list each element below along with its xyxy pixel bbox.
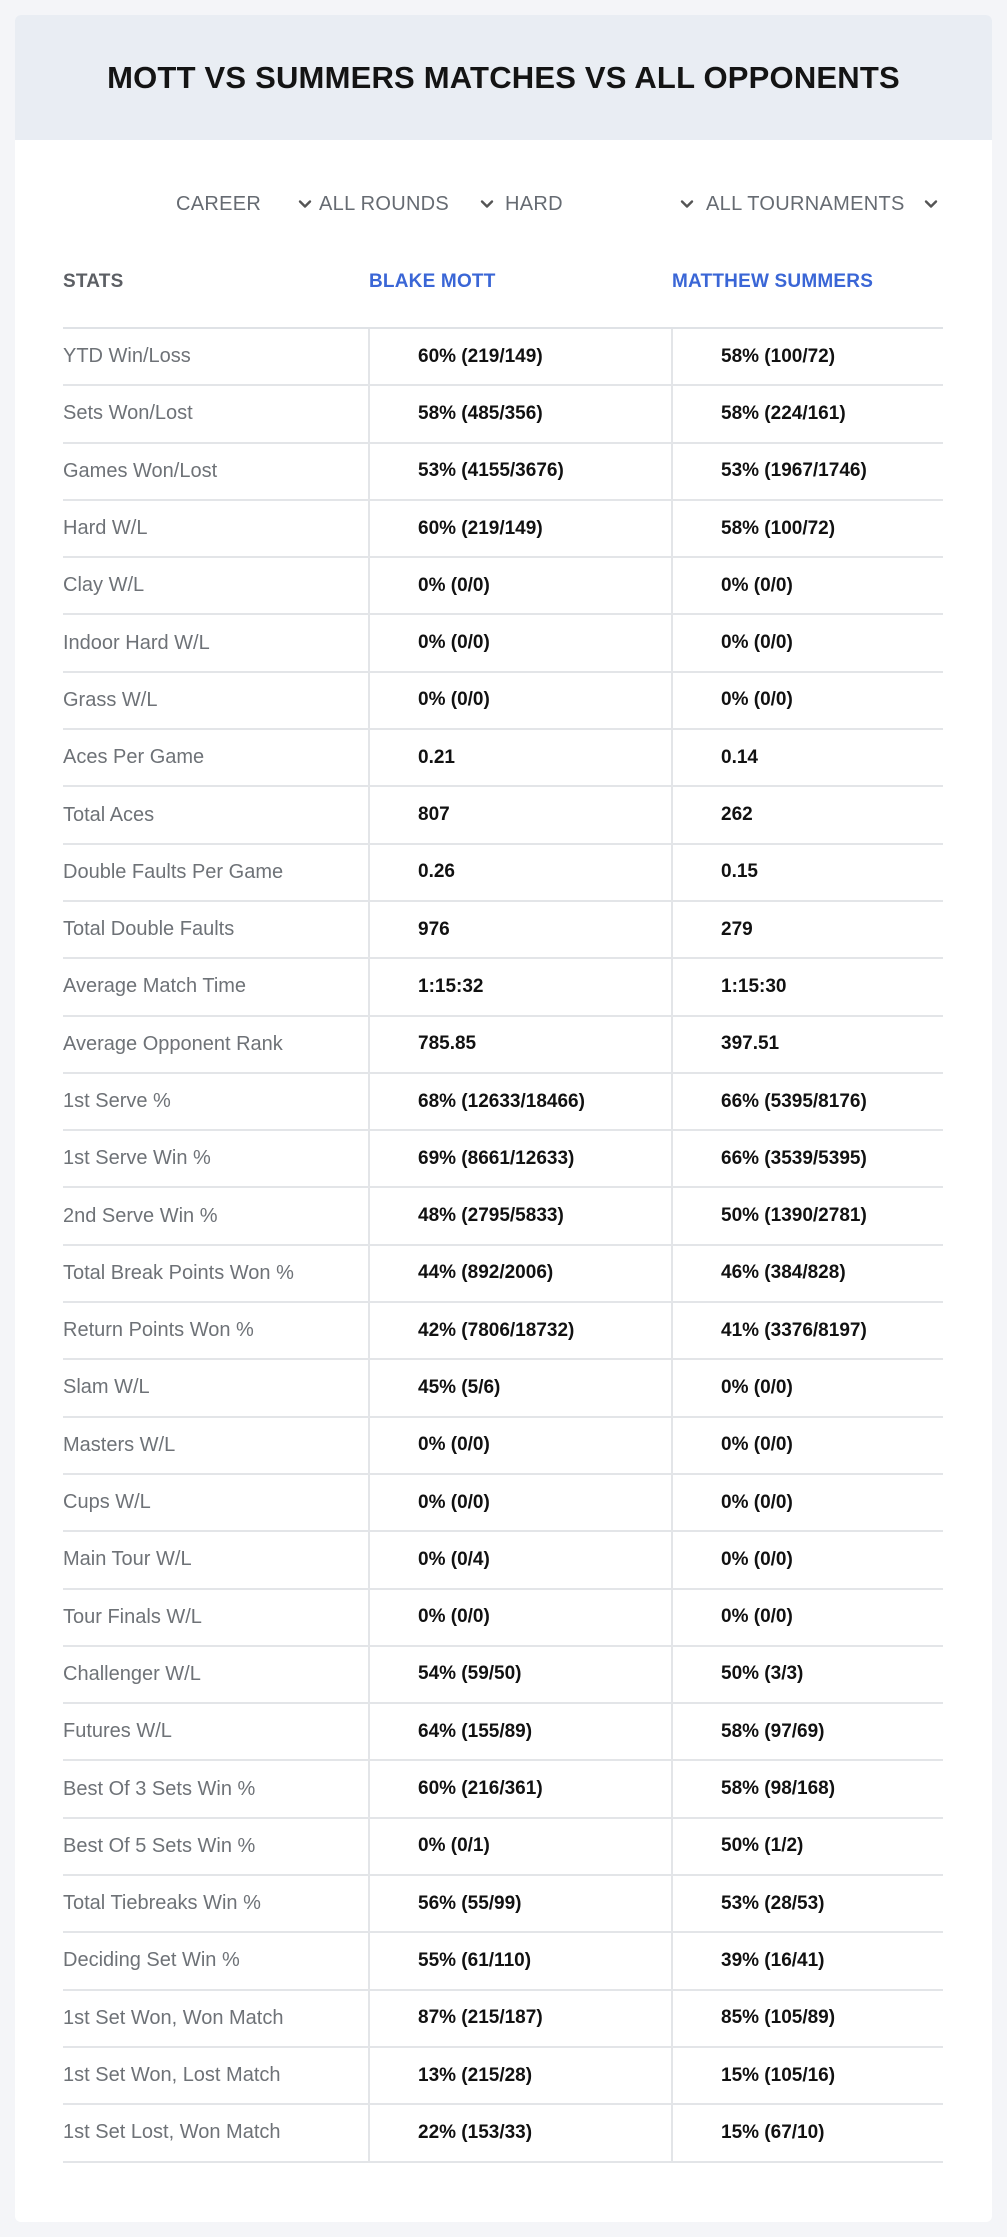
player2-name-link[interactable]: MATTHEW SUMMERS [672,271,874,292]
stat-label: Aces Per Game [63,746,205,769]
filter-bar [15,140,992,235]
player2-value: 0% (0/0) [671,1532,943,1587]
player2-value: 0% (0/0) [671,1360,943,1415]
player1-value: 48% (2795/5833) [368,1188,671,1243]
player2-value: 15% (105/16) [671,2048,943,2103]
player1-value: 13% (215/28) [368,2048,671,2103]
stat-label: 1st Set Won, Won Match [63,2006,284,2029]
table-row [63,1188,943,1245]
chevron-down-icon [679,196,695,212]
player2-value: 58% (98/168) [671,1761,943,1816]
player2-value: 53% (28/53) [671,1876,943,1931]
player1-value: 56% (55/99) [368,1876,671,1931]
table-row [63,787,943,844]
table-row [63,730,943,787]
stats-table [63,235,943,2163]
player1-value: 60% (219/149) [368,329,671,384]
player2-value: 41% (3376/8197) [671,1303,943,1358]
table-row [63,1131,943,1188]
table-row [63,2048,943,2105]
stat-label: 1st Set Lost, Won Match [63,2121,281,2144]
card-header [15,15,992,140]
table-row [63,1074,943,1131]
table-row [63,902,943,959]
table-row [63,329,943,386]
player1-value: 22% (153/33) [368,2105,671,2160]
table-row [63,1246,943,1303]
player2-value: 66% (3539/5395) [671,1131,943,1186]
player1-value: 0% (0/0) [368,615,671,670]
stat-label: Total Double Faults [63,918,235,941]
player1-value: 0% (0/1) [368,1819,671,1874]
table-row [63,1991,943,2048]
table-body [63,329,943,2163]
stat-label: Challenger W/L [63,1662,201,1685]
player1-value: 44% (892/2006) [368,1246,671,1301]
stat-label: Return Points Won % [63,1319,254,1342]
period-select[interactable] [176,187,321,221]
round-select[interactable] [319,187,501,221]
player2-value: 58% (97/69) [671,1704,943,1759]
table-row [63,501,943,558]
player1-value: 54% (59/50) [368,1647,671,1702]
stat-label: 1st Serve Win % [63,1147,211,1170]
stats-card [15,15,992,2222]
player2-value: 262 [671,787,943,842]
player1-value: 0% (0/0) [368,1590,671,1645]
player1-value: 60% (216/361) [368,1761,671,1816]
player1-value: 976 [368,902,671,957]
player2-value: 85% (105/89) [671,1991,943,2046]
player1-value: 1:15:32 [368,959,671,1014]
player1-value: 69% (8661/12633) [368,1131,671,1186]
player2-value: 50% (1/2) [671,1819,943,1874]
table-row [63,845,943,902]
player1-value: 785.85 [368,1017,671,1072]
stat-label: Futures W/L [63,1720,172,1743]
player2-value: 0.15 [671,845,943,900]
table-row [63,1647,943,1704]
player1-value: 60% (219/149) [368,501,671,556]
player2-value: 39% (16/41) [671,1933,943,1988]
table-header [63,235,943,329]
table-row [63,1819,943,1876]
table-row [63,1303,943,1360]
table-row [63,1761,943,1818]
stat-label: 1st Serve % [63,1090,171,1112]
stat-label: Deciding Set Win % [63,1949,240,1972]
stat-label: Main Tour W/L [63,1548,192,1571]
player2-value: 0% (0/0) [671,673,943,728]
player2-value: 0% (0/0) [671,1418,943,1473]
stat-label: 1st Set Won, Lost Match [63,2064,281,2087]
column-header-stats: STATS [63,271,124,292]
stat-label: Indoor Hard W/L [63,631,210,654]
player1-value: 45% (5/6) [368,1360,671,1415]
player1-value: 0% (0/0) [368,1475,671,1530]
table-row [63,1017,943,1074]
table-row [63,959,943,1016]
player2-value: 58% (224/161) [671,386,943,441]
table-row [63,1704,943,1761]
player2-value: 58% (100/72) [671,329,943,384]
stat-label: Total Tiebreaks Win % [63,1892,261,1915]
page-title: MOTT VS SUMMERS MATCHES VS ALL OPPONENTS [107,59,900,95]
stat-label: Slam W/L [63,1376,150,1399]
stat-label: Best Of 5 Sets Win % [63,1834,256,1857]
player1-value: 42% (7806/18732) [368,1303,671,1358]
player1-value: 0% (0/0) [368,673,671,728]
stat-label: Average Match Time [63,975,247,998]
stat-label: Cups W/L [63,1491,151,1514]
player1-value: 55% (61/110) [368,1933,671,1988]
period-select-value: CAREER [176,192,262,215]
table-row [63,673,943,730]
surface-select-value: HARD [505,192,563,215]
surface-select[interactable] [505,187,701,221]
stat-label: Best Of 3 Sets Win % [63,1777,256,1800]
player2-value: 1:15:30 [671,959,943,1014]
player1-value: 64% (155/89) [368,1704,671,1759]
table-row [63,444,943,501]
chevron-down-icon [479,196,495,212]
table-row [63,1876,943,1933]
player1-value: 0.26 [368,845,671,900]
tournament-select[interactable] [706,187,948,221]
player2-value: 58% (100/72) [671,501,943,556]
player1-value: 0% (0/4) [368,1532,671,1587]
stat-label: Hard W/L [63,517,148,540]
stat-label: Masters W/L [63,1433,176,1456]
player1-value: 87% (215/187) [368,1991,671,2046]
stat-label: Grass W/L [63,688,158,711]
stat-label: Games Won/Lost [63,459,218,482]
player1-value: 68% (12633/18466) [368,1074,671,1129]
tournament-select-value: ALL TOURNAMENTS [706,192,905,215]
table-row [63,1532,943,1589]
player1-value: 0% (0/0) [368,558,671,613]
stat-label: YTD Win/Loss [63,345,191,368]
player2-value: 0.14 [671,730,943,785]
chevron-down-icon [297,196,313,212]
player2-value: 0% (0/0) [671,558,943,613]
player2-value: 50% (1390/2781) [671,1188,943,1243]
round-select-value: ALL ROUNDS [319,192,450,215]
table-row [63,1360,943,1417]
stat-label: Tour Finals W/L [63,1605,202,1628]
table-row [63,1933,943,1990]
table-row [63,615,943,672]
stat-label: Average Opponent Rank [63,1032,283,1055]
table-row [63,1475,943,1532]
player2-value: 279 [671,902,943,957]
player1-value: 807 [368,787,671,842]
table-row [63,1418,943,1475]
player2-value: 0% (0/0) [671,1590,943,1645]
table-row [63,1590,943,1647]
chevron-down-icon [923,196,939,212]
table-row [63,386,943,443]
player1-value: 58% (485/356) [368,386,671,441]
player1-value: 53% (4155/3676) [368,444,671,499]
stat-label: Total Break Points Won % [63,1261,294,1284]
stat-label: 2nd Serve Win % [63,1204,218,1227]
player1-value: 0% (0/0) [368,1418,671,1473]
player2-value: 397.51 [671,1017,943,1072]
player2-value: 50% (3/3) [671,1647,943,1702]
player2-value: 46% (384/828) [671,1246,943,1301]
player2-value: 15% (67/10) [671,2105,943,2160]
table-row [63,2105,943,2162]
player2-value: 0% (0/0) [671,615,943,670]
stat-label: Sets Won/Lost [63,402,193,425]
player1-value: 0.21 [368,730,671,785]
player2-value: 0% (0/0) [671,1475,943,1530]
player1-name-link[interactable]: BLAKE MOTT [369,271,496,292]
stat-label: Double Faults Per Game [63,860,284,883]
player2-value: 53% (1967/1746) [671,444,943,499]
player2-value: 66% (5395/8176) [671,1074,943,1129]
table-row [63,558,943,615]
stat-label: Total Aces [63,803,155,826]
stat-label: Clay W/L [63,574,145,597]
